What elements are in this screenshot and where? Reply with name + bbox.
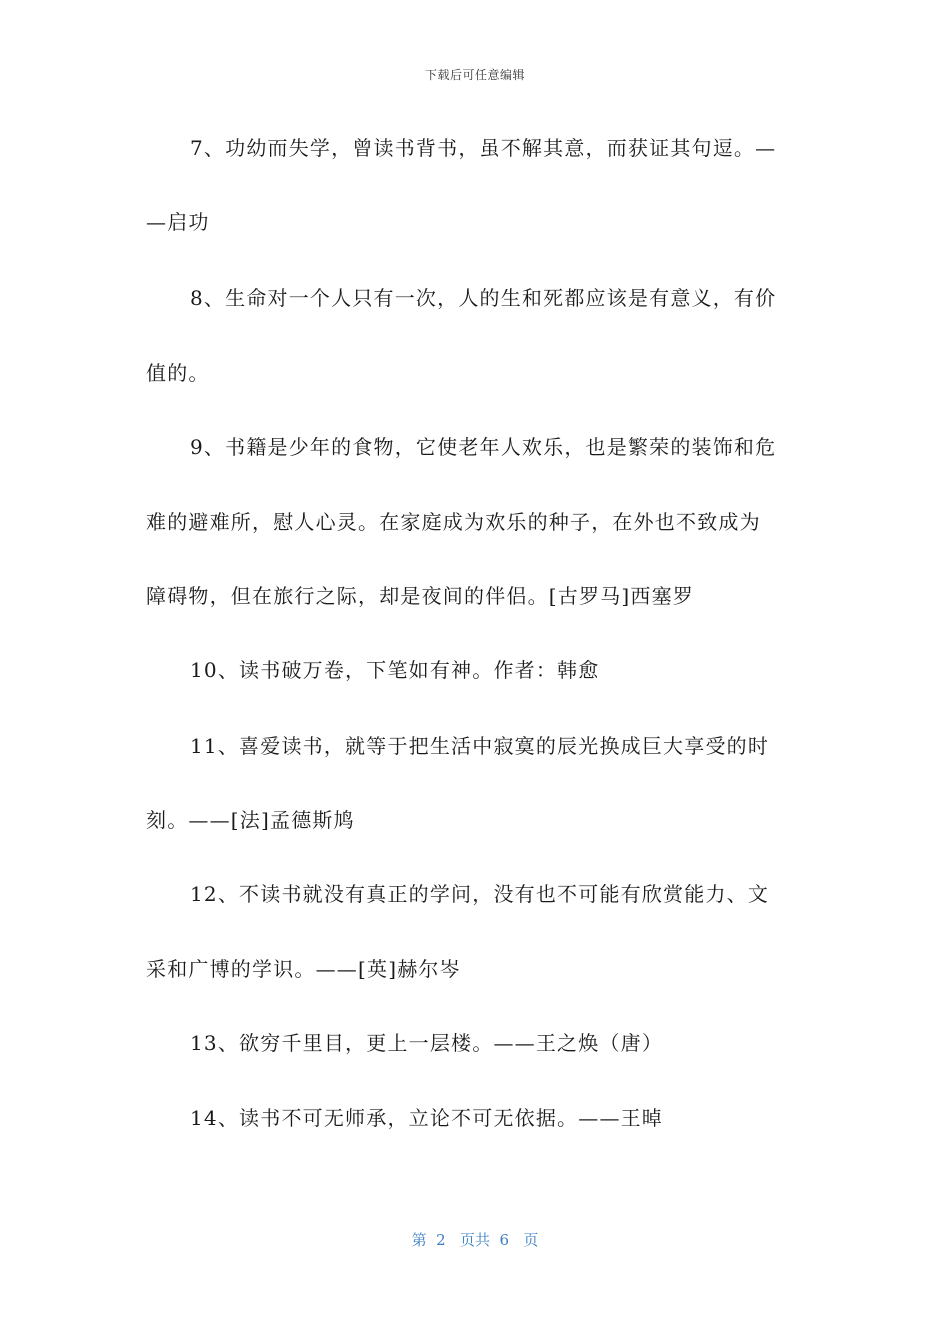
quote-9-line-2: 难的避难所，慰人心灵。在家庭成为欢乐的种子，在外也不致成为	[146, 510, 761, 534]
quote-8-line-1: 8、生命对一个人只有一次，人的生和死都应该是有意义，有价	[190, 286, 777, 310]
quote-8-line-2: 值的。	[146, 361, 210, 385]
quote-13-line-1: 13、欲穷千里目，更上一层楼。——王之焕（唐）	[190, 1031, 664, 1055]
page-number-footer: 第 2 页共 6 页	[411, 1231, 539, 1249]
quote-11-line-1: 11、喜爱读书，就等于把生活中寂寞的辰光换成巨大享受的时	[190, 734, 770, 758]
quote-12-line-1: 12、不读书就没有真正的学问，没有也不可能有欣赏能力、文	[190, 882, 770, 906]
quote-9-line-1: 9、书籍是少年的食物，它使老年人欢乐，也是繁荣的装饰和危	[190, 435, 777, 459]
quote-11-line-2: 刻。——[法]孟德斯鸠	[146, 808, 355, 832]
quote-14-line-1: 14、读书不可无师承，立论不可无依据。——王晫	[190, 1106, 664, 1130]
quote-7-line-1: 7、功幼而失学，曾读书背书，虽不解其意，而获证其句逗。—	[190, 136, 777, 160]
quote-9-line-3: 障碍物，但在旅行之际，却是夜间的伴侣。[古罗马]西塞罗	[146, 584, 695, 608]
quote-12-line-2: 采和广博的学识。——[英]赫尔岑	[146, 957, 461, 981]
page-header: 下载后可任意编辑	[424, 68, 525, 82]
quote-10-line-1: 10、读书破万卷，下笔如有神。作者：韩愈	[190, 658, 600, 682]
quote-7-line-2: —启功	[146, 210, 210, 234]
